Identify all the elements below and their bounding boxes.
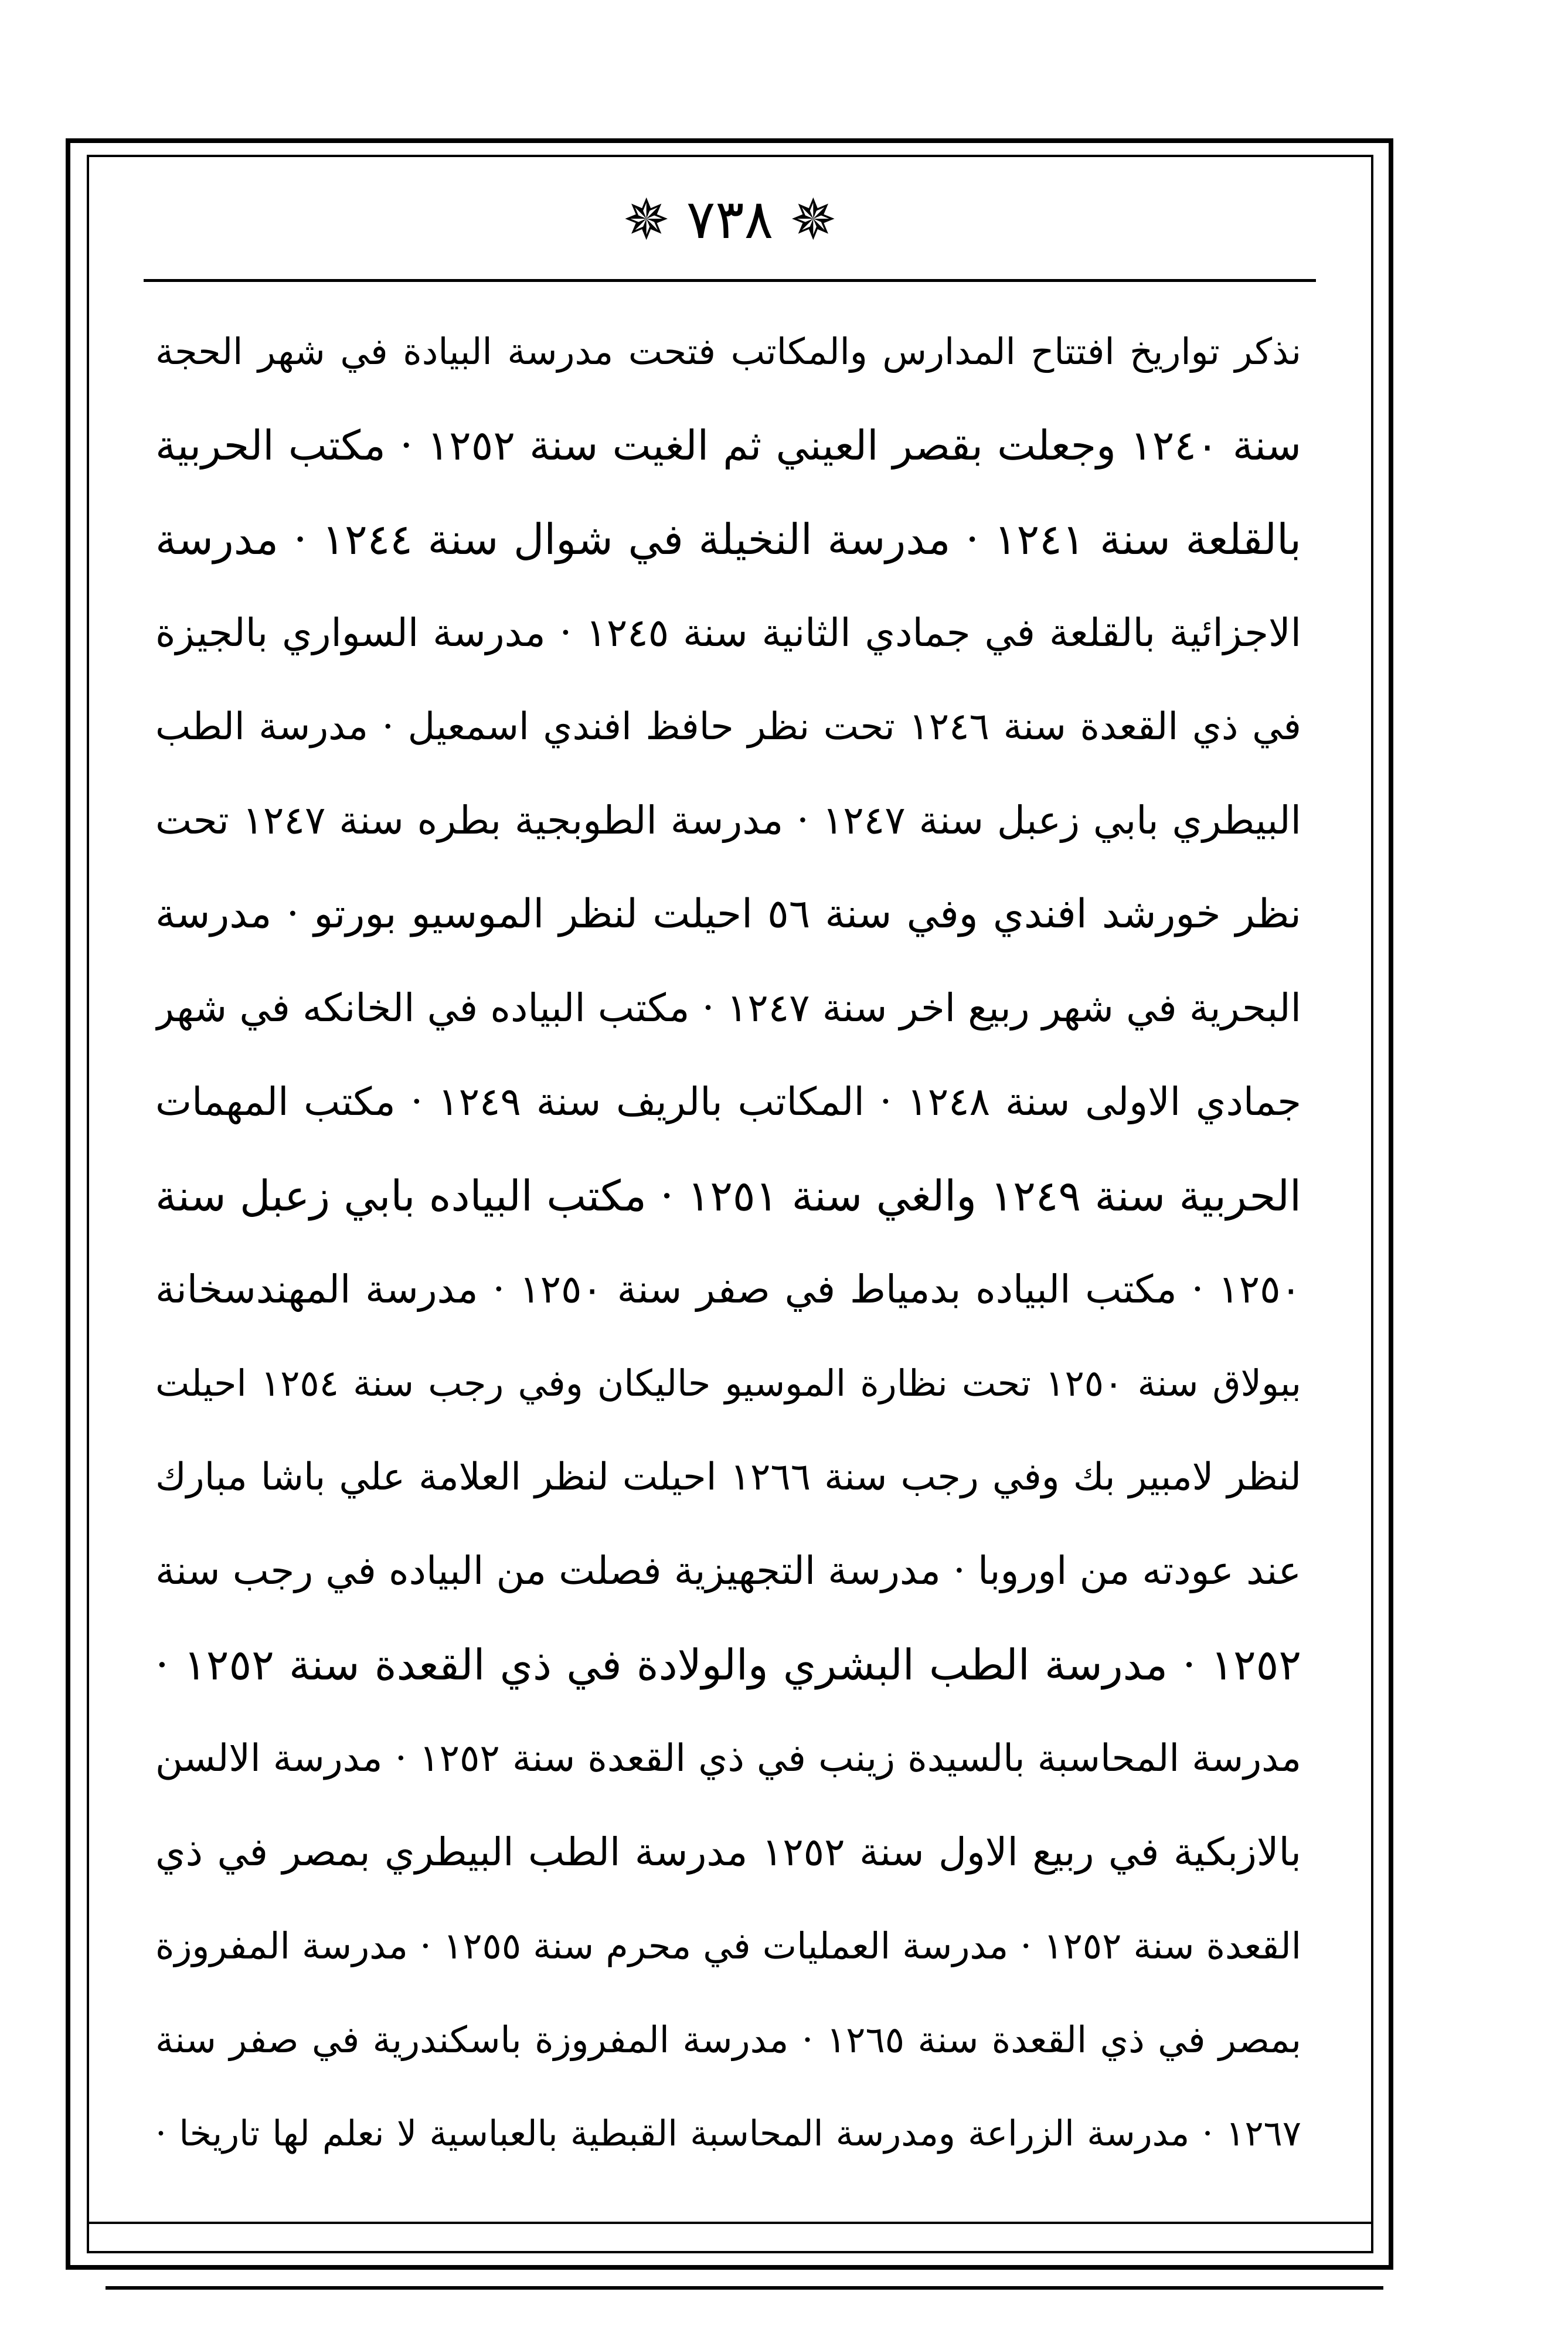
text-line: الحربية سنة ١٢٤٩ والغي سنة ١٢٥١ · مكتب البياده بابي زعبل سنة (155, 1171, 1301, 1220)
text-line: بمصر في ذي القعدة سنة ١٢٦٥ · مدرسة المفروزة باسكندرية في صفر سنة (155, 2018, 1301, 2061)
text-line: نذكر تواريخ افتتاح المدارس والمكاتب فتحت مدرسة البيادة في شهر الحجة (155, 330, 1301, 373)
text-line: البيطري بابي زعبل سنة ١٢٤٧ · مدرسة الطوبجية بطره سنة ١٢٤٧ تحت (155, 798, 1301, 843)
page-border-bottom-rule-outer (106, 2286, 1383, 2290)
text-line: البحرية في شهر ربيع اخر سنة ١٢٤٧ · مكتب البياده في الخانكه في شهر (155, 985, 1301, 1031)
text-line: ١٢٥٠ · مكتب البياده بدمياط في صفر سنة ١٢٥٠ · مدرسة المهندسخانة (155, 1267, 1301, 1312)
ornament-left-icon: ✵ (623, 187, 670, 253)
text-line: ١٢٥٢ · مدرسة الطب البشري والولادة في ذي القعدة سنة ١٢٥٢ · (155, 1640, 1301, 1689)
text-line: ١٢٦٧ · مدرسة الزراعة ومدرسة المحاسبة القبطية بالعباسية لا نعلم لها تاريخا · (155, 2113, 1301, 2154)
text-line: مدرسة المحاسبة بالسيدة زينب في ذي القعدة سنة ١٢٥٢ · مدرسة الالسن (155, 1737, 1301, 1780)
body-text (155, 305, 1301, 2181)
page-header (141, 176, 1319, 264)
text-line: ببولاق سنة ١٢٥٠ تحت نظارة الموسيو حاليكان وفي رجب سنة ١٢٥٤ احيلت (155, 1362, 1301, 1405)
text-line: جمادي الاولى سنة ١٢٤٨ · المكاتب بالريف سنة ١٢٤٩ · مكتب المهمات (155, 1079, 1301, 1124)
text-line: في ذي القعدة سنة ١٢٤٦ تحت نظر حافظ افندي اسمعيل · مدرسة الطب (155, 705, 1301, 749)
text-line: بالقلعة سنة ١٢٤١ · مدرسة النخيلة في شوال سنة ١٢٤٤ · مدرسة (155, 515, 1301, 564)
ornament-right-icon: ✵ (790, 187, 837, 253)
text-line: بالازبكية في ربيع الاول سنة ١٢٥٢ مدرسة الطب البيطري بمصر في ذي (155, 1829, 1301, 1875)
text-line: سنة ١٢٤٠ وجعلت بقصر العيني ثم الغيت سنة ١٢٥٢ · مكتب الحربية (155, 421, 1301, 470)
text-line: الاجزائية بالقلعة في جمادي الثانية سنة ١٢٤٥ · مدرسة السواري بالجيزة (155, 610, 1301, 655)
text-line: عند عودته من اوروبا · مدرسة التجهيزية فصلت من البياده في رجب سنة (155, 1548, 1301, 1593)
text-line: نظر خورشد افندي وفي سنة ٥٦ احيلت لنظر الموسيو بورتو · مدرسة (155, 891, 1301, 937)
text-line: القعدة سنة ١٢٥٢ · مدرسة العمليات في محرم سنة ١٢٥٥ · مدرسة المفروزة (155, 1924, 1301, 1967)
page-border-bottom-rule (87, 2222, 1373, 2224)
page-number: ٧٣٨ (686, 188, 774, 251)
header-divider (144, 279, 1316, 282)
text-line: لنظر لامبير بك وفي رجب سنة ١٢٦٦ احيلت لنظر العلامة علي باشا مبارك (155, 1456, 1301, 1499)
